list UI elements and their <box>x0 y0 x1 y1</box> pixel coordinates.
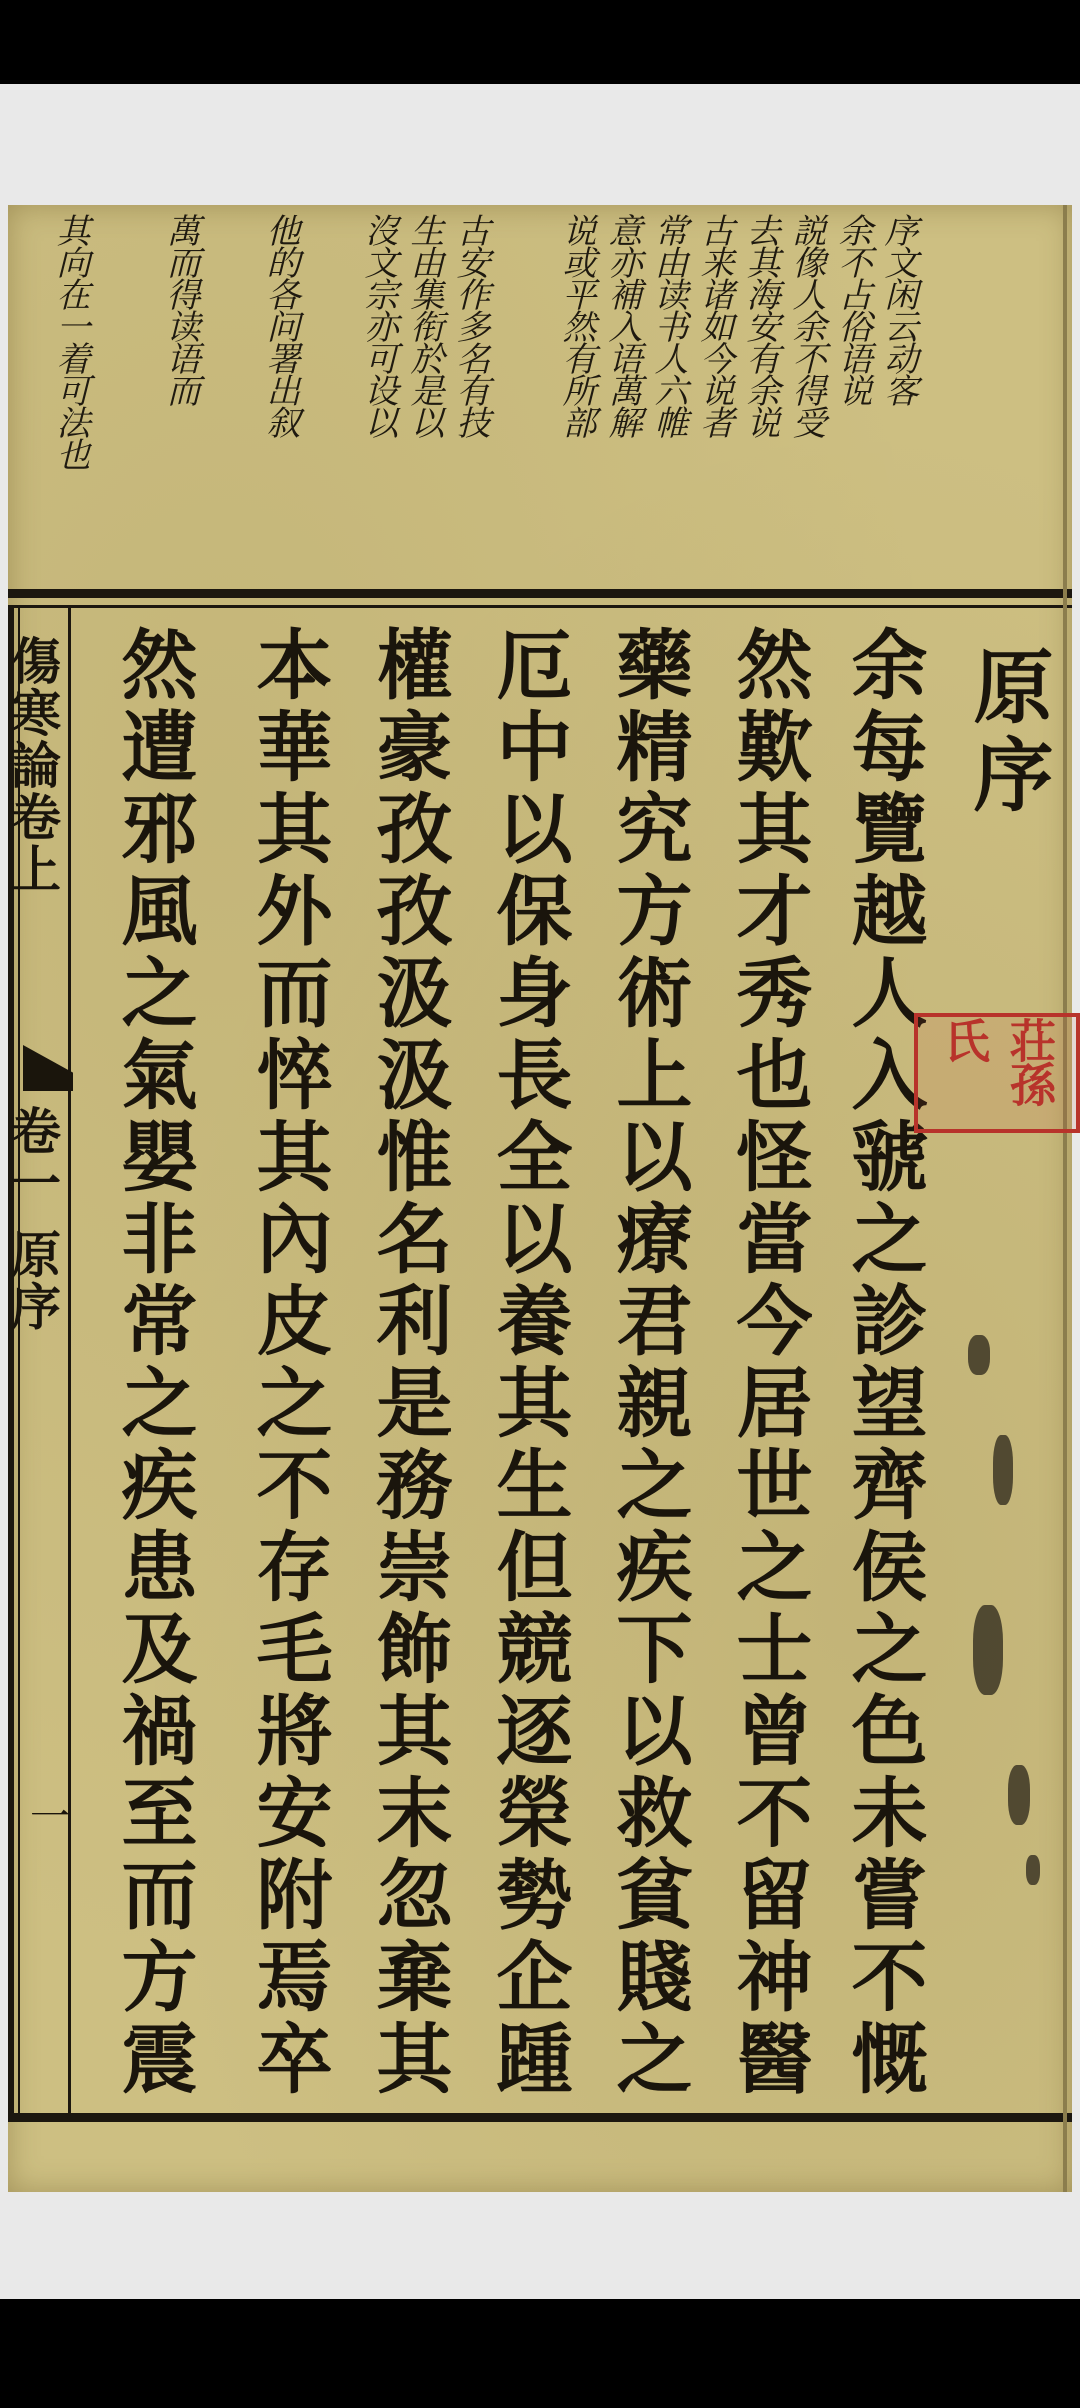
margin-book-title: 傷寒論卷上 <box>3 635 62 895</box>
main-text-column: 本華其外而悴其內皮之不存毛將安附焉卒 <box>244 625 333 2101</box>
bottom-black-band <box>0 2299 1080 2408</box>
annotation-line: 去其海安有余说 <box>740 213 780 437</box>
main-text-column: 藥精究方術上以療君親之疾下以救貧賤之 <box>604 625 693 2101</box>
annotation-line: 他的各问署出叙 <box>260 213 300 437</box>
ink-blot <box>993 1435 1013 1505</box>
annotation-line: 说或平然有所部 <box>556 213 596 437</box>
main-text-column: 厄中以保身長全以養其生但競逐榮勢企踵 <box>484 625 573 2101</box>
annotation-line: 生由集衔於是以 <box>404 213 444 437</box>
red-seal-stamp <box>914 1013 1080 1133</box>
annotation-line: 説像人余不得受 <box>786 213 826 437</box>
annotation-line: 古来诸如今说者 <box>694 213 734 437</box>
top-rule <box>8 589 1072 598</box>
annotation-line: 其向在一着可法也 <box>50 213 90 469</box>
ink-blot <box>1026 1855 1040 1885</box>
annotation-line: 常由读书人六帷 <box>648 213 688 437</box>
top-black-band <box>0 0 1080 84</box>
page-number: 一 <box>30 1794 70 1840</box>
annotation-line: 意亦補入语萬解 <box>602 213 642 437</box>
main-text-column: 余每覽越人入虢之診望齊侯之色未嘗不慨 <box>839 625 928 2101</box>
ink-blot <box>973 1605 1003 1695</box>
annotation-line: 古安作多名有技 <box>450 213 490 437</box>
seal-text: 荘孫氏 <box>937 1017 1057 1105</box>
main-text-column: 然歎其才秀也怪當今居世之士曾不留神醫 <box>724 625 813 2101</box>
margin-chapter: 卷一 原序 <box>3 1105 62 1333</box>
ink-blot <box>1008 1765 1030 1825</box>
main-text-column: 然遭邪風之氣嬰非常之疾患及禍至而方震 <box>109 625 198 2101</box>
bottom-rule <box>8 2113 1072 2122</box>
annotation-line: 萬而得读语而 <box>160 213 200 405</box>
main-text-column: 權豪孜孜汲汲惟名利是務崇飾其末忽棄其 <box>364 625 453 2101</box>
fish-tail-mark <box>23 1045 73 1091</box>
annotation-line: 余不占俗语说 <box>832 213 872 405</box>
annotation-line: 序文闲云动客 <box>878 213 918 405</box>
margin-column-rule <box>68 605 71 2117</box>
section-title: 原序 <box>960 645 1054 821</box>
book-page <box>3 205 1072 2192</box>
top-rule-inner <box>8 605 1072 608</box>
page-right-edge <box>1063 205 1067 2192</box>
ink-blot <box>968 1335 990 1375</box>
annotation-line: 沒文宗亦可设以 <box>358 213 398 437</box>
